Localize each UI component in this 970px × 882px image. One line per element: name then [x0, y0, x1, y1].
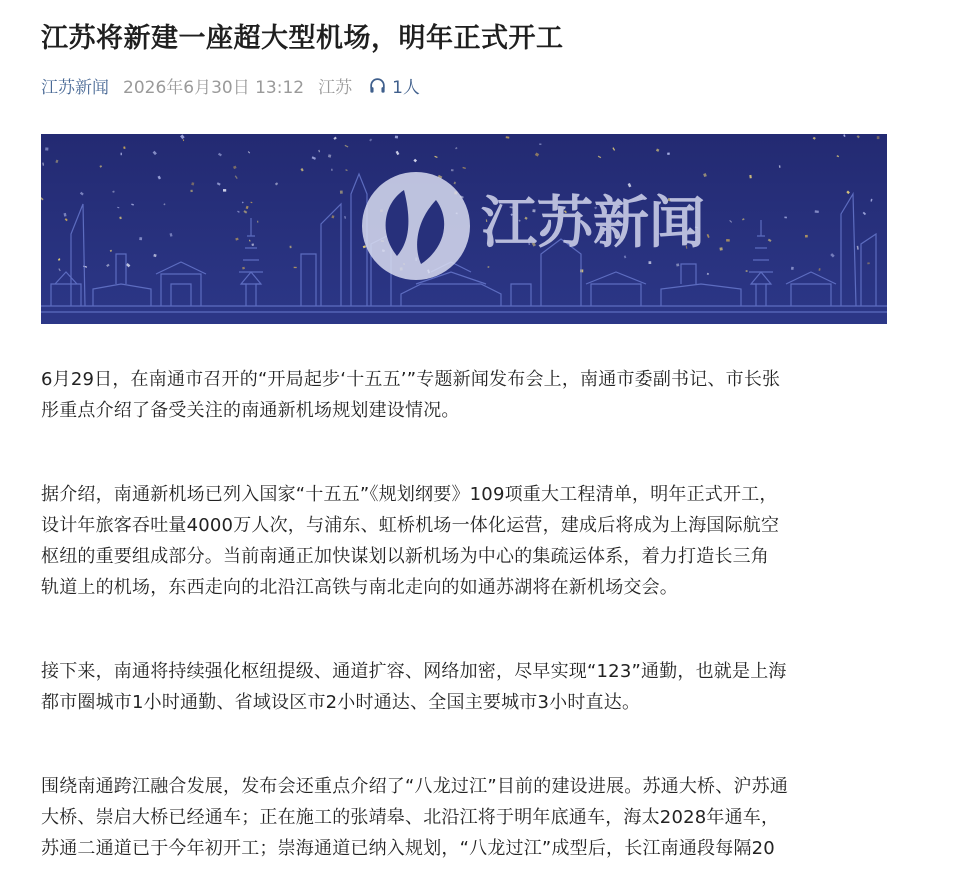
- confetti-piece: [223, 189, 226, 192]
- confetti-piece: [726, 239, 730, 242]
- confetti-piece: [784, 217, 787, 219]
- article-meta: [41, 72, 887, 98]
- paragraph-line: 接下来，南通将持续强化枢纽提级、通道扩容、网络加密，尽早实现“123”通勤，也就是上海: [41, 661, 787, 682]
- confetti-piece: [877, 136, 880, 139]
- paragraph-line: 枢纽的重要组成部分。当前南通正加快谋划以新机场为中心的集疏运体系，着力打造长三角: [41, 546, 769, 567]
- source-link[interactable]: 江苏新闻: [41, 77, 109, 98]
- confetti-piece: [257, 221, 258, 223]
- confetti-piece: [451, 169, 454, 171]
- confetti-piece: [139, 237, 142, 240]
- confetti-piece: [290, 246, 292, 249]
- confetti-piece: [294, 267, 297, 268]
- banner-image: [41, 134, 887, 324]
- article-paragraph: [41, 479, 887, 603]
- article-body: [41, 364, 887, 864]
- confetti-piece: [746, 270, 748, 271]
- confetti-piece: [676, 263, 679, 266]
- confetti-piece: [719, 247, 722, 250]
- paragraph-line: 苏通二通道已于今年初开工；崇海通道已纳入规划，“八龙过江”成型后，长江南通段每隔20: [41, 838, 775, 859]
- paragraph-line: 6月29日，在南通市召开的“开局起步‘十五五’”专题新闻发布会上，南通市委副书记、市长张: [41, 369, 781, 390]
- paragraph-line: 围绕南通跨江融合发展，发布会还重点介绍了“八龙过江”目前的建设进展。苏通大桥、沪苏通: [41, 776, 789, 797]
- article-title: 江苏将新建一座超大型机场，明年正式开工: [41, 23, 564, 54]
- confetti-piece: [395, 136, 398, 139]
- confetti-piece: [331, 169, 332, 171]
- paragraph-line: 大桥、崇启大桥已经通车；正在施工的张靖皋、北沿江将于明年底通车，海太2028年通车，: [41, 807, 780, 828]
- confetti-piece: [190, 190, 192, 192]
- article-paragraph: [41, 656, 887, 718]
- article: [41, 0, 887, 864]
- confetti-piece: [45, 147, 48, 150]
- banner-logo-text: 江苏新闻: [481, 191, 705, 256]
- paragraph-line: 轨道上的机场，东西走向的北沿江高铁与南北走向的如通苏湖将在新机场交会。: [41, 577, 678, 598]
- confetti-piece: [805, 235, 808, 238]
- listen-button[interactable]: [368, 73, 420, 98]
- confetti-piece: [340, 191, 343, 194]
- confetti-piece: [791, 267, 794, 270]
- paragraph-line: 彤重点介绍了备受关注的南通新机场规划建设情况。: [41, 400, 460, 421]
- paragraph-line: 都市圈城市1小时通勤、省域设区市2小时通达、全国主要城市3小时直达。: [41, 692, 641, 713]
- confetti-piece: [667, 153, 670, 155]
- region-tag: 江苏: [318, 77, 353, 98]
- confetti-piece: [749, 175, 751, 179]
- paragraph-line: 设计年旅客吞吐量4000万人次，与浦东、虹桥机场一体化运营，建成后将成为上海国际航空: [41, 515, 780, 536]
- listener-count: 1人: [392, 77, 420, 98]
- confetti-piece: [815, 210, 819, 213]
- publish-datetime: 2026年6月30日 13:12: [123, 77, 305, 98]
- jiangsu-news-logo-icon: [362, 172, 470, 280]
- confetti-piece: [121, 153, 123, 156]
- headphones-icon: [368, 76, 387, 95]
- article-paragraph: [41, 364, 887, 426]
- confetti-piece: [649, 261, 652, 264]
- paragraph-line: 据介绍，南通新机场已列入国家“十五五”《规划纲要》109项重大工程清单，明年正式开工，: [41, 484, 778, 505]
- confetti-piece: [539, 144, 541, 145]
- article-paragraph: [41, 771, 887, 864]
